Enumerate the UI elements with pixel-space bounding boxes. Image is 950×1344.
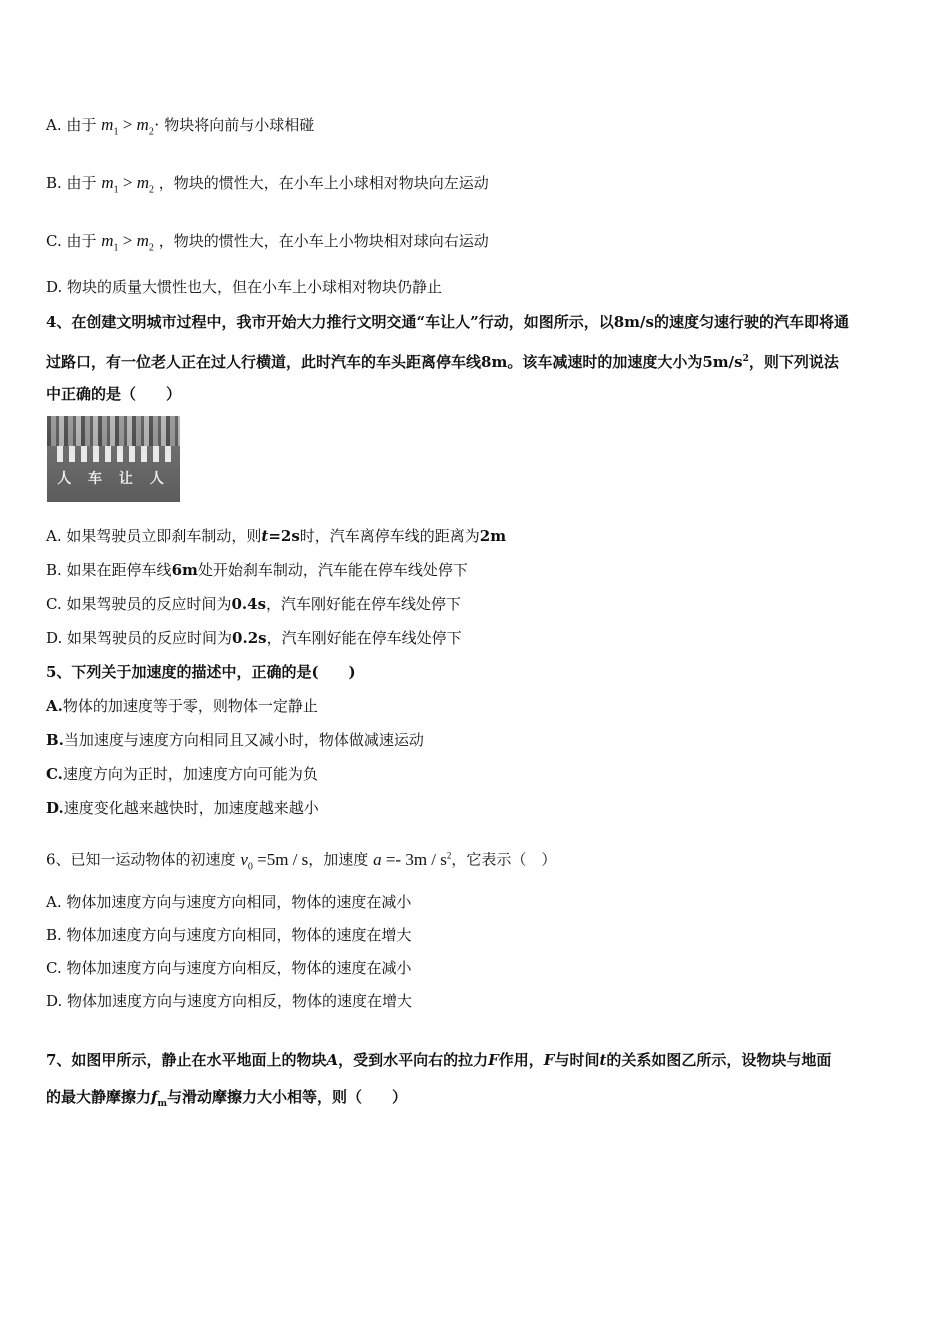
q6-stem: 6、已知一运动物体的初速度 $v_0 =5m / s$，加速度 $a =- 3m / s^2$，它表示（ ） <box>46 849 557 873</box>
q4-option-b[interactable]: B. 如果在距停车线6m处开始刹车制动，汽车能在停车线处停下 <box>46 561 468 579</box>
q4-stem-line1: 4、在创建文明城市过程中，我市开始大力推行文明交通“车让人”行动，如图所示，以8m/s的速度匀速行驶的汽车即将通 <box>46 313 849 331</box>
q3-option-c[interactable]: C. 由于 $m_1 > m_2$ ，物块的惯性大，在小车上小物块相对球向右运动 <box>46 231 489 254</box>
q4-option-c[interactable]: C. 如果驾驶员的反应时间为0.4s，汽车刚好能在停车线处停下 <box>46 595 462 613</box>
q5-option-b[interactable]: B.当加速度与速度方向相同且又减小时，物体做减速运动 <box>46 731 424 749</box>
q3-c-formula: $m_1 > m_2$ <box>101 231 154 254</box>
q6-acceleration-formula: $a =- 3m / s^2$ <box>373 849 452 869</box>
q3-option-d[interactable]: D. 物块的质量大惯性也大，但在小车上小球相对物块仍静止 <box>46 278 443 296</box>
q3-option-a[interactable]: A. 由于 $m_1 > m_2\cdot$ 物块将向前与小球相碰 <box>46 115 315 138</box>
q6-option-b[interactable]: B. 物体加速度方向与速度方向相同，物体的速度在增大 <box>46 926 412 944</box>
q5-option-d[interactable]: D.速度变化越来越快时，加速度越来越小 <box>46 799 319 817</box>
q7-stem-line2: 的最大静摩擦力$f_m$与滑动摩擦力大小相等，则（ ） <box>46 1088 408 1109</box>
q4-stem-line3: 中正确的是（ ） <box>46 385 182 403</box>
q6-velocity-formula: $v_0 =5m / s$ <box>240 849 309 873</box>
q5-option-a[interactable]: A.物体的加速度等于零，则物体一定静止 <box>46 697 318 715</box>
road-marking-text: 人 车 让 人 <box>57 471 170 487</box>
q6-option-a[interactable]: A. 物体加速度方向与速度方向相同，物体的速度在减小 <box>46 893 412 911</box>
q3-a-formula: $m_1 > m_2\cdot$ <box>101 115 160 138</box>
q3-option-b[interactable]: B. 由于 $m_1 > m_2$ ，物块的惯性大，在小车上小球相对物块向左运动 <box>46 173 489 196</box>
q6-option-d[interactable]: D. 物体加速度方向与速度方向相反，物体的速度在增大 <box>46 992 413 1010</box>
crosswalk-photo <box>47 416 180 502</box>
q5-option-c[interactable]: C.速度方向为正时，加速度方向可能为负 <box>46 765 318 783</box>
pedestrians-area <box>47 416 180 446</box>
q6-option-c[interactable]: C. 物体加速度方向与速度方向相反，物体的速度在减小 <box>46 959 412 977</box>
q4-option-d[interactable]: D. 如果驾驶员的反应时间为0.2s，汽车刚好能在停车线处停下 <box>46 629 462 647</box>
q3-b-formula: $m_1 > m_2$ <box>101 173 154 196</box>
q5-stem: 5、下列关于加速度的描述中，正确的是( ) <box>46 663 356 681</box>
q7-stem-line1: 7、如图甲所示，静止在水平地面上的物块A，受到水平向右的拉力F作用，F与时间t的关系如图乙所示，设物块与地面 <box>46 1051 832 1069</box>
q4-stem-line2: 过路口，有一位老人正在过人行横道，此时汽车的车头距离停车线8m。该车减速时的加速度大小为$5m/s^2$，则下列说法 <box>46 353 839 371</box>
q4-option-a[interactable]: A. 如果驾驶员立即刹车制动，则t=2s时，汽车离停车线的距离为2m <box>46 527 507 545</box>
zebra-stripes <box>57 446 172 462</box>
